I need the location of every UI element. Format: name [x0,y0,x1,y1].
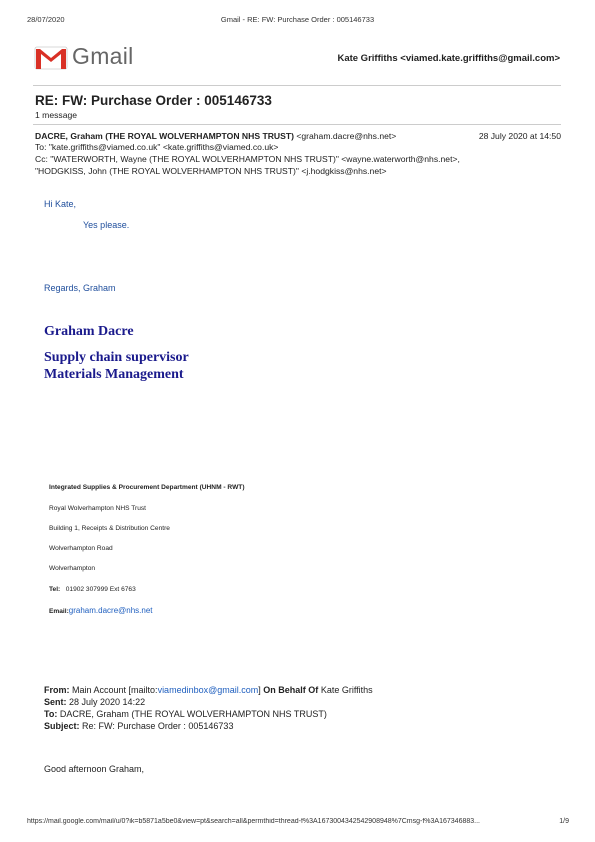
quoted-subject-label: Subject: [44,721,80,731]
email-label: Email: [49,608,69,615]
sent-label: Sent: [44,697,67,707]
quoted-subject [44,721,233,731]
address-line-4: Wolverhampton [49,565,96,572]
signature-dept: Materials Management [44,367,184,382]
email-link[interactable]: graham.dacre@nhs.net [68,606,153,615]
quoted-sent [44,697,145,707]
quoted-from-text: Main Account [mailto: [72,685,158,695]
message-cc: Cc: "WATERWORTH, Wayne (THE ROYAL WOLVERHAMPTON NHS TRUST)" <wayne.waterworth@nhs.net>, [35,154,460,164]
account-label: Kate Griffiths <viamed.kate.griffiths@gmail.com> [337,53,560,64]
signature-title: Supply chain supervisor [44,350,189,365]
quoted-to-value: DACRE, Graham (THE ROYAL WOLVERHAMPTON NHS TRUST) [59,709,327,719]
quoted-from [44,685,373,695]
from-email: <graham.dacre@nhs.net> [296,131,397,141]
body-regards: Regards, Graham [44,283,116,293]
quoted-greeting: Good afternoon Graham, [44,764,145,774]
body-greeting: Hi Kate, [44,199,77,209]
quoted-from-label: From: [44,685,70,695]
body-line: Yes please. [83,220,130,230]
message-count: 1 message [35,110,78,120]
quoted-to-label: To: [44,709,58,719]
message-from [35,131,396,141]
print-date: 28/07/2020 [27,15,65,24]
address-line-1: Royal Wolverhampton NHS Trust [49,505,146,512]
print-url: https://mail.google.com/mail/u/0?ik=b5871a5be0&view=pt&search=all&permthid=thread-f%3A1673004342542908948%7Cmsg-f%3A167346883... [27,818,480,825]
gmail-logo[interactable] [34,45,68,76]
quoted-to [44,709,327,719]
from-name: DACRE, Graham (THE ROYAL WOLVERHAMPTON NHS TRUST) [35,131,294,141]
address-line-3: Wolverhampton Road [49,545,113,552]
behalf-value: Kate Griffiths [320,685,373,695]
tel-value: 01902 307999 Ext 6763 [65,586,136,593]
divider-top [33,85,561,86]
address-email [49,606,153,615]
divider-subject [33,124,561,125]
quoted-from-close: ] [258,685,261,695]
quoted-from-link[interactable]: viamedinbox@gmail.com [157,685,259,695]
tel-label: Tel: [49,586,61,593]
thread-subject: RE: FW: Purchase Order : 005146733 [35,93,272,108]
signature-name: Graham Dacre [44,324,134,339]
gmail-wordmark: Gmail [72,43,134,69]
quoted-subject-value: Re: FW: Purchase Order : 005146733 [82,721,234,731]
print-title: Gmail - RE: FW: Purchase Order : 005146733 [220,15,375,24]
message-date: 28 July 2020 at 14:50 [478,131,561,141]
address-dept: Integrated Supplies & Procurement Department (UHNM - RWT) [49,484,245,491]
sent-value: 28 July 2020 14:22 [69,697,146,707]
address-line-2: Building 1, Receipts & Distribution Centre [49,525,170,532]
behalf-label: On Behalf Of [263,685,319,695]
page-number: 1/9 [559,818,569,825]
gmail-envelope-icon [34,45,68,71]
address-tel [49,586,136,593]
message-cc-cont: "HODGKISS, John (THE ROYAL WOLVERHAMPTON NHS TRUST)" <j.hodgkiss@nhs.net> [35,166,387,176]
message-to: To: "kate.griffiths@viamed.co.uk" <kate.griffiths@viamed.co.uk> [35,142,279,152]
